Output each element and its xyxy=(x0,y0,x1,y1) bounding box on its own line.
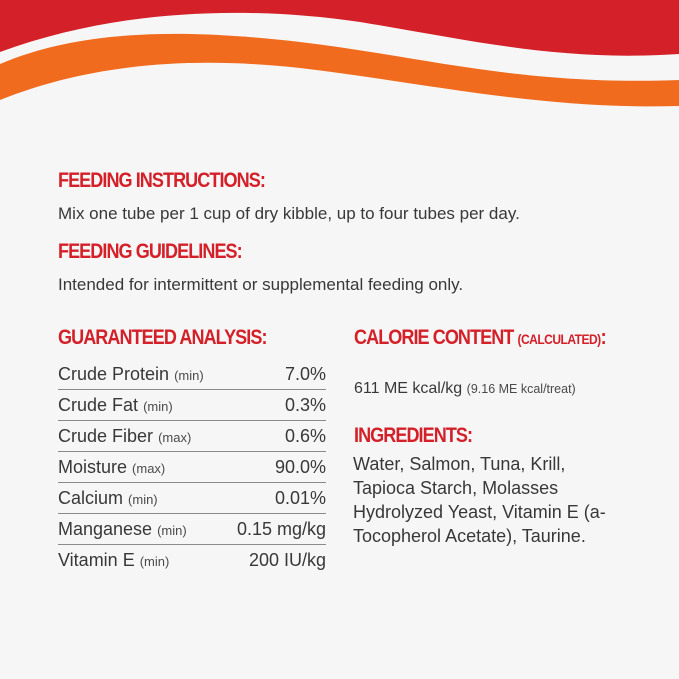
nutrient-value: 0.01% xyxy=(274,488,326,508)
table-row xyxy=(58,359,326,390)
ingredients-text: Water, Salmon, Tuna, Krill, Tapioca Starch, Molasses Hydrolyzed Yeast, Vitamin E (a-Tocopherol Acetate), Taurine. xyxy=(353,454,606,546)
nutrient-name: Manganese (min) xyxy=(58,519,187,539)
header-wave-decoration xyxy=(0,0,679,110)
ingredients-heading: INGREDIENTS: xyxy=(354,424,473,447)
calorie-content-heading: CALORIE CONTENT (CALCULATED): xyxy=(354,326,606,349)
calorie-content-value: 611 ME kcal/kg (9.16 ME kcal/treat) xyxy=(354,380,576,397)
table-row xyxy=(58,390,326,421)
table-row xyxy=(58,452,326,483)
nutrient-name: Moisture (max) xyxy=(58,457,166,477)
nutrient-value: 90.0% xyxy=(274,457,326,477)
nutrient-value: 0.3% xyxy=(284,395,326,415)
nutrient-value: 0.6% xyxy=(284,426,326,446)
table-row xyxy=(58,483,326,514)
table-row xyxy=(58,514,326,545)
nutrient-name: Crude Fat (min) xyxy=(58,395,173,415)
nutrient-value: 7.0% xyxy=(284,364,326,384)
nutrient-name: Crude Protein (min) xyxy=(58,364,204,384)
nutrient-name: Vitamin E (min) xyxy=(58,550,170,570)
calorie-per-treat: (9.16 ME kcal/treat) xyxy=(466,382,576,396)
table-row xyxy=(58,421,326,452)
feeding-instructions-text: Mix one tube per 1 cup of dry kibble, up to four tubes per day. xyxy=(58,204,520,223)
calorie-content-subheading: (CALCULATED) xyxy=(517,331,601,347)
feeding-instructions-heading: FEEDING INSTRUCTIONS: xyxy=(58,169,265,192)
nutrient-value: 0.15 mg/kg xyxy=(236,519,326,539)
guaranteed-analysis-table xyxy=(58,359,326,575)
feeding-guidelines-text: Intended for intermittent or supplemental feeding only. xyxy=(58,275,464,294)
table-row xyxy=(58,545,326,575)
feeding-guidelines-heading: FEEDING GUIDELINES: xyxy=(58,240,242,263)
nutrient-value: 200 IU/kg xyxy=(248,550,326,570)
guaranteed-analysis-heading: GUARANTEED ANALYSIS: xyxy=(58,326,267,349)
nutrient-name: Calcium (min) xyxy=(58,488,158,508)
nutrient-name: Crude Fiber (max) xyxy=(58,426,192,446)
